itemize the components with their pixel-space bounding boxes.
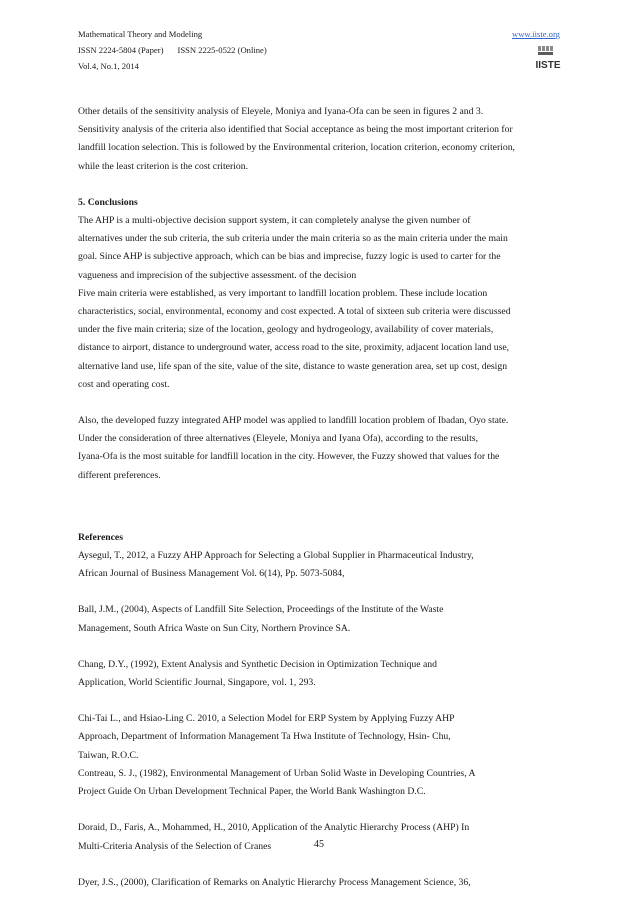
text-line: Ball, J.M., (2004), Aspects of Landfill Site Selection, Proceedings of the Institute of the Waste — [78, 604, 444, 616]
reference-entry — [78, 547, 561, 583]
text-line: alternative land use, life span of the site, value of the site, distance to waste generation area, set up cost, design — [78, 360, 508, 372]
conclusions-paragraph-2 — [78, 285, 561, 394]
text-line: Chang, D.Y., (1992), Extent Analysis and Synthetic Decision in Optimization Technique and — [78, 658, 437, 670]
text-line: different preferences. — [78, 469, 161, 481]
text-line: Under the consideration of three alternatives (Eleyele, Moniya and Iyana Ofa), according to the results, — [78, 433, 478, 445]
text-line: Application, World Scientific Journal, Singapore, vol. 1, 293. — [78, 677, 316, 689]
iiste-logo-icon — [535, 45, 561, 71]
text-line: vagueness and imprecision of the subjective assessment. of the decision — [78, 269, 357, 281]
reference-entry — [78, 874, 561, 892]
logo-text: IISTE — [535, 60, 561, 71]
text-line: Five main criteria were established, as very important to landfill location problem. These include location — [78, 287, 488, 299]
section-heading-references: References — [78, 531, 124, 543]
journal-url-link[interactable]: www.iiste.org — [512, 29, 560, 39]
text-line: Sensitivity analysis of the criteria also identified that Social acceptance as being the most important criterion for — [78, 124, 513, 136]
conclusions-paragraph-1 — [78, 212, 561, 285]
text-line: Iyana-Ofa is the most suitable for landfill location in the city. However, the Fuzzy showed that values for the — [78, 451, 500, 463]
text-line: distance to airport, distance to underground water, access road to the site, proximity, adjacent location land use, — [78, 342, 510, 354]
text-line: characteristics, social, environmental, economy and cost expected. A total of sixteen sub criteria were discussed — [78, 306, 511, 318]
text-line: Also, the developed fuzzy integrated AHP model was applied to landfill location problem of Ibadan, Oyo state. — [78, 415, 509, 427]
text-line: cost and operating cost. — [78, 378, 170, 390]
volume-line: Vol.4, No.1, 2014 — [78, 61, 139, 71]
reference-entry — [78, 819, 561, 855]
reference-entry — [78, 601, 561, 637]
intro-paragraph — [78, 103, 561, 176]
text-line: alternatives under the sub criteria, the sub criteria under the main criteria so as the main criteria under the main — [78, 233, 508, 245]
text-line: Doraid, D., Faris, A., Mohammed, H., 2010, Application of the Analytic Hierarchy Process (AHP) In — [78, 822, 470, 834]
article-body — [78, 103, 561, 892]
text-line: Other details of the sensitivity analysis of Eleyele, Moniya and Iyana-Ofa can be seen in figures 2 and 3. — [78, 106, 484, 117]
issn-paper: ISSN 2224-5804 (Paper) — [78, 45, 164, 55]
text-line: while the least criterion is the cost criterion. — [78, 160, 249, 172]
text-line: under the five main criteria; size of the location, geology and hydrogeology, availability of cover materials, — [78, 324, 494, 336]
issn-line — [78, 45, 267, 56]
text-line: Project Guide On Urban Development Technical Paper, the World Bank Washington D.C. — [78, 786, 426, 798]
reference-entry — [78, 710, 561, 765]
conclusions-paragraph-3 — [78, 412, 561, 485]
page-number: 45 — [314, 839, 324, 850]
text-line: African Journal of Business Management Vol. 6(14), Pp. 5073-5084, — [78, 568, 345, 580]
text-line: The AHP is a multi-objective decision support system, it can completely analyse the given number of — [78, 215, 471, 227]
text-line: Approach, Department of Information Management Ta Hwa Institute of Technology, Hsin- Chu, — [78, 731, 451, 743]
text-line: Multi-Criteria Analysis of the Selection of Cranes — [78, 840, 272, 852]
text-line: Aysegul, T., 2012, a Fuzzy AHP Approach for Selecting a Global Supplier in Pharmaceutical Industry, — [78, 550, 474, 562]
section-heading-conclusions: 5. Conclusions — [78, 196, 138, 208]
text-line: Dyer, J.S., (2000), Clarification of Remarks on Analytic Hierarchy Process Management Science, 36, — [78, 876, 471, 888]
text-line: Contreau, S. J., (1982), Environmental Management of Urban Solid Waste in Developing Countries, A — [78, 767, 476, 779]
reference-entry — [78, 765, 561, 801]
text-line: Taiwan, R.O.C. — [78, 749, 139, 761]
text-line: goal. Since AHP is subjective approach, which can be bias and imprecise, fuzzy logic is used to carter for the — [78, 251, 501, 263]
text-line: Management, South Africa Waste on Sun City, Northern Province SA. — [78, 622, 351, 634]
reference-entry — [78, 656, 561, 692]
issn-online: ISSN 2225-0522 (Online) — [177, 45, 267, 55]
text-line: landfill location selection. This is followed by the Environmental criterion, location criterion, economy criterion, — [78, 142, 515, 154]
text-line: Chi-Tai L., and Hsiao-Ling C. 2010, a Selection Model for ERP System by Applying Fuzzy AHP — [78, 713, 455, 725]
journal-title: Mathematical Theory and Modeling — [78, 29, 203, 39]
